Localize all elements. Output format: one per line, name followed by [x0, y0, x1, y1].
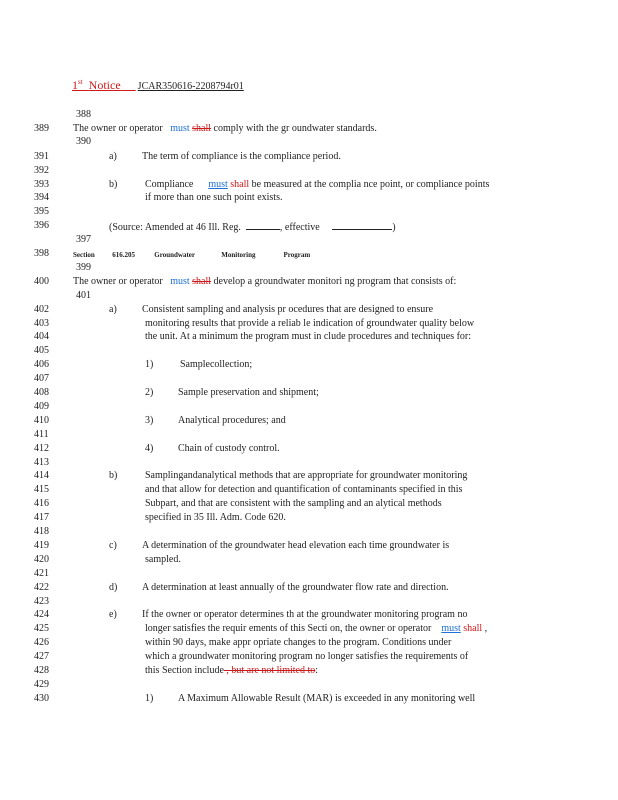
- line-number: 409: [34, 401, 49, 412]
- shall-text: shall: [230, 179, 250, 190]
- item-label-a: a): [109, 151, 117, 162]
- line-number: 427: [34, 651, 49, 662]
- item-number-4: 4): [145, 443, 154, 454]
- deleted-phrase: , but are not limited to: [223, 665, 316, 676]
- line-number: 414: [34, 470, 49, 481]
- deleted-shall: shall: [192, 123, 212, 134]
- inserted-must: must: [208, 179, 228, 190]
- paragraph-427: which a groundwater monitoring program no longer satisfies the requirements of: [145, 651, 469, 662]
- line-number: 406: [34, 359, 49, 370]
- line-number: 403: [34, 318, 49, 329]
- paragraph-420: sampled.: [145, 554, 181, 565]
- notice-header: [72, 78, 244, 93]
- line-number: 398: [34, 248, 49, 259]
- paragraph-414: Samplingandanalytical methods that are appropriate for groundwater monitoring: [145, 470, 468, 481]
- paragraph-408: Sample preservation and shipment;: [178, 387, 319, 398]
- paragraph-419: A determination of the groundwater head elevation each time groundwater is: [142, 540, 450, 551]
- line-number: 415: [34, 484, 49, 495]
- paragraph-426: within 90 days, make appr opriate changes to the program. Conditions under: [145, 637, 452, 648]
- line-number: 397: [76, 234, 91, 245]
- paragraph-424: If the owner or operator determines th at the groundwater monitoring program no: [142, 609, 468, 620]
- line-number: 400: [34, 276, 49, 287]
- line-number: 388: [76, 109, 91, 120]
- line-number: 418: [34, 526, 49, 537]
- line-number: 430: [34, 693, 49, 704]
- line-number: 428: [34, 665, 49, 676]
- paragraph-428: this Section include , but are not limited to:: [145, 665, 319, 676]
- paragraph-389: The owner or operator must shall comply with the gr oundwater standards.: [73, 123, 377, 134]
- blank-reg-number: [246, 220, 280, 230]
- line-number: 417: [34, 512, 49, 523]
- line-number: 424: [34, 609, 49, 620]
- line-number: 402: [34, 304, 49, 315]
- item-label-e: e): [109, 609, 117, 620]
- paragraph-422: A determination at least annually of the groundwater flow rate and direction.: [142, 582, 449, 593]
- shall-text: shall: [463, 623, 483, 634]
- line-number: 426: [34, 637, 49, 648]
- paragraph-406: Samplecollection;: [180, 359, 253, 370]
- item-number-3: 3): [145, 415, 154, 426]
- line-number: 425: [34, 623, 49, 634]
- line-number: 412: [34, 443, 49, 454]
- jcar-code: JCAR350616-2208794r01: [137, 81, 244, 92]
- line-number: 404: [34, 331, 49, 342]
- line-number: 422: [34, 582, 49, 593]
- paragraph-410: Analytical procedures; and: [178, 415, 286, 426]
- line-number: 407: [34, 373, 49, 384]
- paragraph-430: A Maximum Allowable Result (MAR) is exceeded in any monitoring well: [178, 693, 476, 704]
- inserted-must: must: [441, 623, 461, 634]
- paragraph-416: Subpart, and that are consistent with the sampling and an alytical methods: [145, 498, 442, 509]
- deleted-shall: shall: [192, 276, 212, 287]
- line-number: 391: [34, 151, 49, 162]
- line-number: 413: [34, 457, 49, 468]
- paragraph-417: specified in 35 Ill. Adm. Code 620.: [145, 512, 286, 523]
- paragraph-400: The owner or operator must shall develop a groundwater monitori ng program that consists of:: [73, 276, 457, 287]
- line-number: 408: [34, 387, 49, 398]
- source-note: (Source: Amended at 46 Ill. Reg. , effective ): [109, 222, 396, 233]
- item-label-a: a): [109, 304, 117, 315]
- line-number: 390: [76, 136, 91, 147]
- paragraph-404: the unit. At a minimum the program must in clude procedures and techniques for:: [145, 331, 472, 342]
- line-number: 394: [34, 192, 49, 203]
- notice-sup: st: [78, 78, 83, 86]
- paragraph-425: longer satisfies the requir ements of this Secti on, the owner or operator must shall ,: [145, 623, 488, 634]
- line-number: 395: [34, 206, 49, 217]
- line-number: 396: [34, 220, 49, 231]
- line-number: 389: [34, 123, 49, 134]
- notice-number: 1: [72, 78, 78, 92]
- line-number: 419: [34, 540, 49, 551]
- notice-word: Notice: [88, 78, 121, 92]
- line-number: 405: [34, 345, 49, 356]
- item-label-b: b): [109, 179, 118, 190]
- item-label-d: d): [109, 582, 118, 593]
- line-number: 420: [34, 554, 49, 565]
- item-number-2: 2): [145, 387, 154, 398]
- blank-effective-date: [332, 220, 392, 230]
- paragraph-391: The term of compliance is the compliance period.: [142, 151, 341, 162]
- section-heading: Section 616.205 Groundwater Monitoring Program: [73, 251, 311, 259]
- paragraph-402: Consistent sampling and analysis pr ocedures that are designed to ensure: [142, 304, 434, 315]
- line-number: 416: [34, 498, 49, 509]
- line-number: 392: [34, 165, 49, 176]
- item-number-1: 1): [145, 359, 154, 370]
- paragraph-415: and that allow for detection and quantification of contaminants specified in this: [145, 484, 463, 495]
- line-number: 411: [34, 429, 49, 440]
- paragraph-403: monitoring results that provide a reliab le indication of groundwater quality below: [145, 318, 475, 329]
- line-number: 423: [34, 596, 49, 607]
- paragraph-394: if more than one such point exists.: [145, 192, 283, 203]
- inserted-must: must: [170, 123, 190, 134]
- line-number: 410: [34, 415, 49, 426]
- line-number: 429: [34, 679, 49, 690]
- paragraph-412: Chain of custody control.: [178, 443, 280, 454]
- item-number-1: 1): [145, 693, 154, 704]
- paragraph-393: Compliance must shall be measured at the complia nce point, or compliance points: [145, 179, 490, 190]
- inserted-must: must: [170, 276, 190, 287]
- line-number: 393: [34, 179, 49, 190]
- line-number: 421: [34, 568, 49, 579]
- notice-label: [72, 78, 136, 92]
- item-label-c: c): [109, 540, 117, 551]
- line-number: 401: [76, 290, 91, 301]
- item-label-b: b): [109, 470, 118, 481]
- line-number: 399: [76, 262, 91, 273]
